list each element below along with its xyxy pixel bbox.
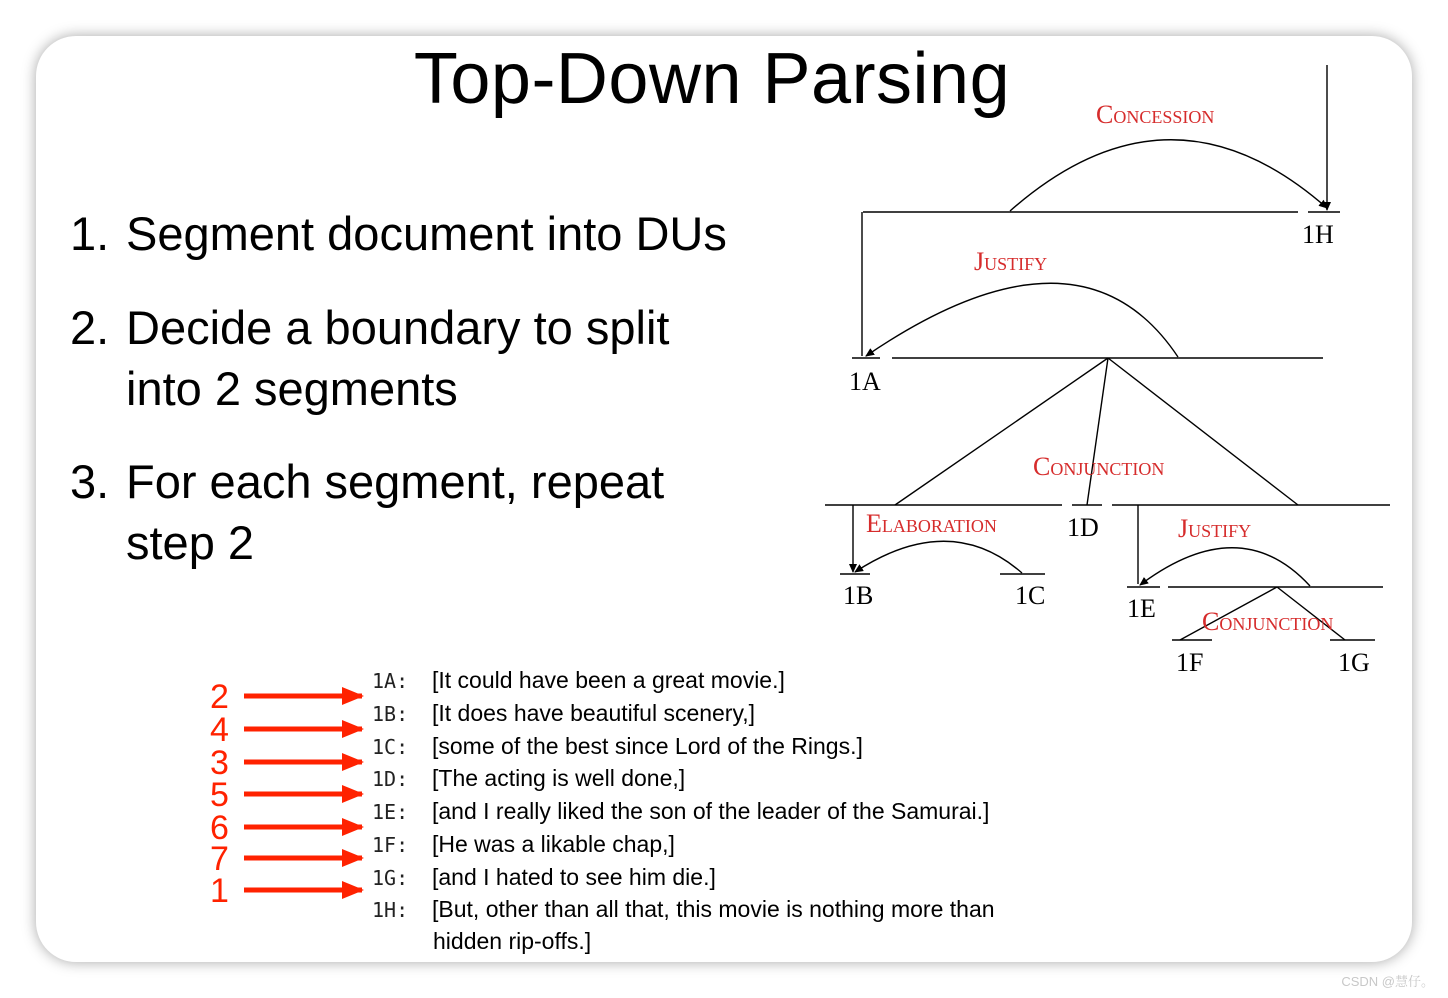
relation-label-concession: Concession	[1096, 100, 1215, 129]
split-order-number: 2	[210, 678, 229, 716]
leaf-label: 1B	[843, 581, 874, 610]
du-id: 1B:	[372, 702, 409, 726]
tree-edge	[895, 358, 1108, 505]
du-id: 1C:	[372, 735, 409, 759]
step-text: For each segment, repeat	[126, 455, 665, 508]
split-order-number: 4	[210, 711, 229, 749]
du-id: 1H:	[372, 898, 409, 922]
relation-arc	[866, 283, 1178, 357]
du-text: [It does have beautiful scenery,]	[432, 700, 756, 726]
du-row	[372, 697, 755, 730]
split-order-number: 7	[210, 840, 229, 878]
tree-edge	[1108, 358, 1298, 505]
du-row	[372, 762, 685, 795]
split-order-number: 5	[210, 776, 229, 814]
du-text: [But, other than all that, this movie is nothing more than	[432, 896, 995, 922]
du-text-continued: hidden rip-offs.]	[433, 928, 592, 954]
step-number: 3.	[70, 455, 110, 508]
du-id: 1F:	[372, 833, 409, 857]
step-text: Segment document into DUs	[126, 207, 727, 260]
relation-arc	[1010, 140, 1327, 211]
step-text-continued: step 2	[126, 516, 255, 569]
relation-label-elaboration: Elaboration	[866, 509, 997, 538]
step-number: 1.	[70, 207, 110, 260]
du-row	[372, 730, 863, 763]
du-text: [It could have been a great movie.]	[432, 667, 785, 693]
du-row	[372, 828, 675, 861]
split-order-number: 3	[210, 744, 229, 782]
du-text: [He was a likable chap,]	[432, 831, 675, 857]
leaf-label: 1G	[1338, 648, 1370, 677]
relation-label-justify: Justify	[1178, 514, 1252, 543]
du-id: 1E:	[372, 800, 409, 824]
du-text: [and I really liked the son of the leader of the Samurai.]	[432, 798, 990, 824]
du-row	[372, 861, 716, 894]
relation-label-conjunction: Conjunction	[1202, 607, 1334, 636]
du-row	[372, 893, 995, 926]
leaf-label: 1E	[1127, 594, 1156, 623]
du-text: [and I hated to see him die.]	[432, 864, 716, 890]
split-order-number: 6	[210, 809, 229, 847]
step-text-continued: into 2 segments	[126, 362, 458, 415]
split-order-number: 1	[210, 872, 229, 910]
watermark: CSDN @慧仔。	[1341, 974, 1434, 989]
tree-edge	[1087, 358, 1108, 505]
leaf-label: 1A	[849, 367, 881, 396]
du-text: [The acting is well done,]	[432, 765, 686, 791]
relation-arc	[855, 541, 1022, 573]
leaf-label: 1C	[1015, 581, 1046, 610]
leaf-label: 1D	[1067, 513, 1099, 542]
leaf-label: 1H	[1302, 220, 1334, 249]
du-id: 1G:	[372, 866, 409, 890]
slide-title: Top-Down Parsing	[413, 39, 1011, 119]
step-number: 2.	[70, 301, 110, 354]
du-text: [some of the best since Lord of the Rings.]	[432, 733, 863, 759]
relation-label-conjunction: Conjunction	[1033, 452, 1165, 481]
leaf-label: 1F	[1176, 648, 1204, 677]
du-id: 1A:	[372, 669, 409, 693]
step-text: Decide a boundary to split	[126, 301, 670, 354]
relation-arc	[1140, 548, 1310, 586]
du-row	[372, 795, 989, 828]
du-row	[372, 664, 785, 697]
du-id: 1D:	[372, 767, 409, 791]
relation-label-justify: Justify	[974, 247, 1048, 276]
